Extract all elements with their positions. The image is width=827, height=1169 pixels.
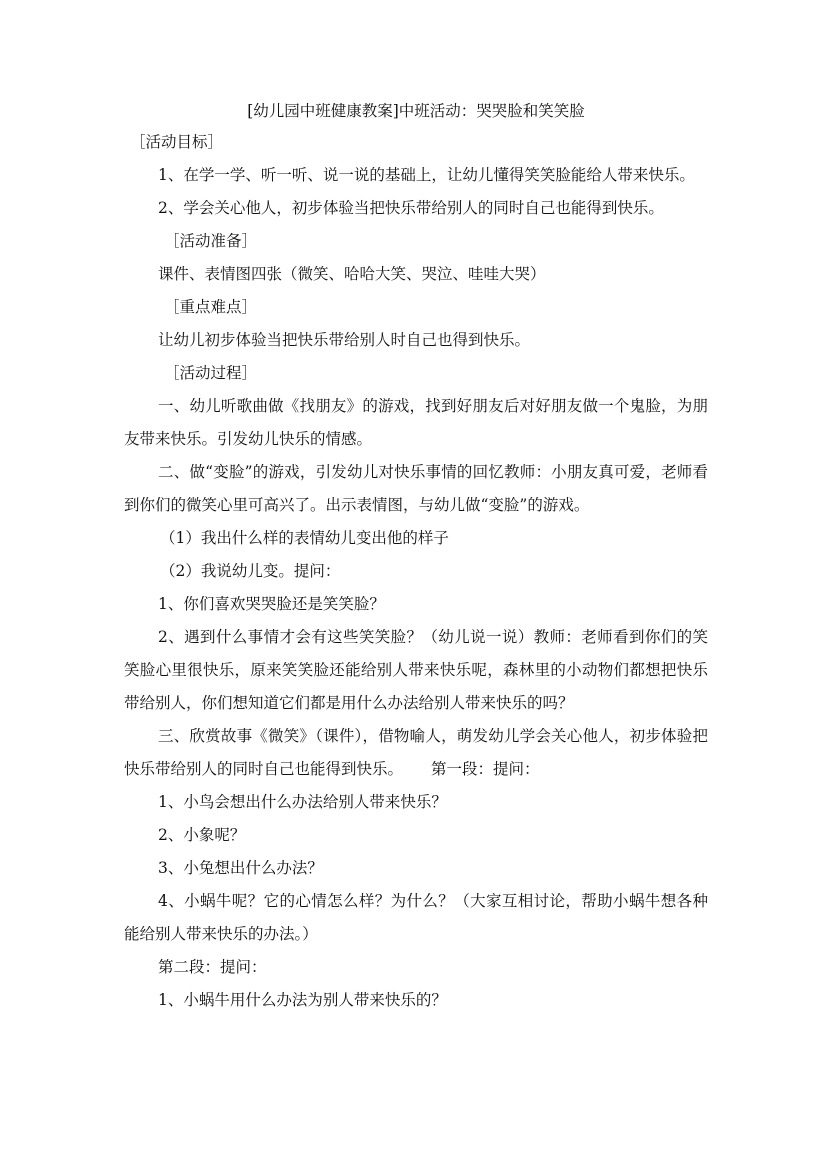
process-step-2: 二、做“变脸”的游戏，引发幼儿对快乐事情的回忆教师：小朋友真可爱，老师看到你们的微笑心里可高兴了。出示表情图，与幼儿做“变脸”的游戏。	[124, 463, 708, 514]
goal-item-2: 2、学会关心他人，初步体验当把快乐带给别人的同时自己也能得到快乐。	[158, 199, 664, 217]
preparation-text: 课件、表情图四张（微笑、哈哈大笑、哭泣、哇哇大哭）	[158, 265, 546, 283]
part-one-question-2: 2、小象呢？	[158, 826, 246, 844]
question-1: 1、你们喜欢哭哭脸还是笑笑脸？	[158, 595, 385, 613]
section-heading-key-points: ［重点难点］	[164, 298, 258, 316]
document-title: [幼儿园中班健康教案]中班活动：哭哭脸和笑笑脸	[247, 102, 585, 120]
section-heading-preparation: ［活动准备］	[164, 232, 258, 250]
part-two-question-1: 1、小蜗牛用什么办法为别人带来快乐的？	[158, 991, 447, 1009]
process-step-2-sub-1: （1）我出什么样的表情幼儿变出他的样子	[160, 529, 449, 547]
process-step-2-sub-2: （2）我说幼儿变。提问：	[160, 562, 341, 580]
part-one-question-4: 4、小蜗牛呢？它的心情怎么样？为什么？（大家互相讨论，帮助小蜗牛想各种能给别人带来快乐的办法。）	[124, 892, 708, 943]
part-two-label: 第二段：提问：	[158, 958, 267, 976]
goal-item-1: 1、在学一学、听一听、说一说的基础上，让幼儿懂得笑笑脸能给人带来快乐。	[158, 166, 695, 184]
part-one-question-1: 1、小鸟会想出什么办法给别人带来快乐？	[158, 793, 447, 811]
section-heading-goals: ［活动目标］	[130, 133, 224, 151]
section-heading-process: ［活动过程］	[164, 364, 258, 382]
key-points-text: 让幼儿初步体验当把快乐带给别人时自己也得到快乐。	[158, 331, 531, 349]
document-body	[124, 100, 708, 1017]
part-one-label: 第一段：提问：	[431, 760, 540, 778]
question-2: 2、遇到什么事情才会有这些笑笑脸？（幼儿说一说）教师：老师看到你们的笑笑脸心里很快乐，原来笑笑脸还能给别人带来快乐呢，森林里的小动物们都想把快乐带给别人，你们想知道它们都是用什么办法给别人带来快乐的吗？	[124, 628, 708, 712]
process-step-3	[124, 720, 708, 786]
process-step-1: 一、幼儿听歌曲做《找朋友》的游戏，找到好朋友后对好朋友做一个鬼脸，为朋友带来快乐。引发幼儿快乐的情感。	[124, 397, 708, 448]
part-one-question-3: 3、小兔想出什么办法？	[158, 859, 323, 877]
process-step-3-text: 三、欣赏故事《微笑》（课件），借物喻人，萌发幼儿学会关心他人，初步体验把快乐带给别人的同时自己也能得到快乐。	[124, 727, 708, 778]
